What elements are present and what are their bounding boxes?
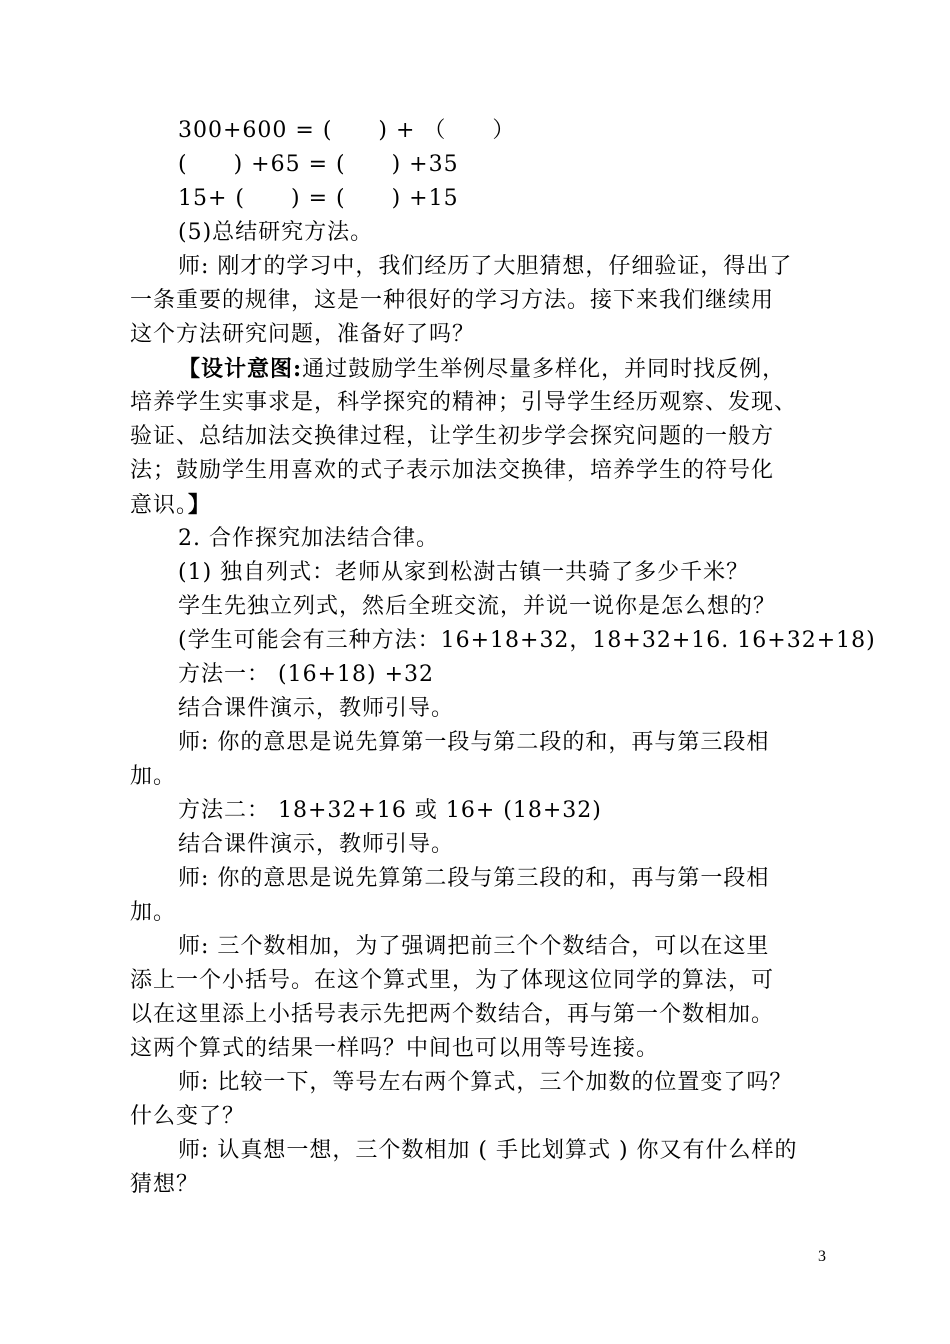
paragraph-line: 结合课件演示，教师引导。 — [178, 832, 455, 857]
design-intent-label: 【设计意图: — [178, 356, 303, 382]
design-intent-line: 法；鼓励学生用喜欢的式子表示加法交换律，培养学生的符号化 — [130, 458, 775, 483]
paragraph-line: 师: 三个数相加，为了强调把前三个个数结合，可以在这里 — [178, 934, 770, 959]
design-intent-text: 通过鼓励学生举例尽量多样化，并同时找反例， — [302, 357, 786, 382]
paragraph-line: 加。 — [130, 764, 177, 789]
design-intent-end-text: 意识。 — [130, 493, 189, 518]
paragraph-line: 结合课件演示，教师引导。 — [178, 696, 455, 721]
paragraph-line: 以在这里添上小括号表示先把两个数结合，再与第一个数相加。 — [130, 1002, 775, 1027]
paragraph-line: 师: 你的意思是说先算第一段与第二段的和，再与第三段相 — [178, 730, 770, 755]
design-intent-first-line — [130, 352, 830, 386]
design-intent-line: 培养学生实事求是，科学探究的精神；引导学生经历观察、发现、 — [130, 390, 798, 415]
paragraph-line: 加。 — [130, 900, 177, 925]
section-heading: 2. 合作探究加法结合律。 — [178, 526, 439, 551]
paragraph-line: 一条重要的规律，这是一种很好的学习方法。接下来我们继续用 — [130, 288, 775, 313]
equation-line: 15+ ( ) = ( ) +15 — [178, 186, 459, 211]
paragraph-line: 师: 刚才的学习中，我们经历了大胆猜想，仔细验证，得出了 — [178, 254, 793, 279]
design-intent-last-line — [130, 488, 830, 522]
paragraph-line: 师: 认真想一想，三个数相加 ( 手比划算式 ) 你又有什么样的 — [178, 1138, 798, 1163]
step-heading: (5)总结研究方法。 — [178, 220, 374, 245]
paragraph-line: (学生可能会有三种方法：16+18+32，18+32+16. 16+32+18) — [178, 628, 876, 653]
paragraph-line: 什么变了？ — [130, 1104, 246, 1129]
paragraph-line: 添上一个小括号。在这个算式里，为了体现这位同学的算法，可 — [130, 968, 775, 993]
equation-line: ( ) +65 = ( ) +35 — [178, 152, 459, 177]
method-line: 方法一： (16+18) +32 — [178, 662, 435, 687]
step-heading: (1) 独自列式：老师从家到松澍古镇一共骑了多少千米？ — [178, 560, 750, 585]
paragraph-line: 师: 比较一下，等号左右两个算式，三个加数的位置变了吗？ — [178, 1070, 793, 1095]
page-body — [130, 114, 876, 1202]
design-intent-line: 验证、总结加法交换律过程，让学生初步学会探究问题的一般方 — [130, 424, 775, 449]
paragraph-line: 学生先独立列式，然后全班交流，并说一说你是怎么想的？ — [178, 594, 777, 619]
paragraph-line: 这个方法研究问题，准备好了吗？ — [130, 322, 476, 347]
design-intent-close-bracket: 】 — [188, 492, 212, 518]
paragraph-line: 这两个算式的结果一样吗？中间也可以用等号连接。 — [130, 1036, 660, 1061]
method-line: 方法二： 18+32+16 或 16+ (18+32) — [178, 798, 602, 823]
paragraph-line: 猜想？ — [130, 1172, 200, 1197]
paragraph-line: 师: 你的意思是说先算第二段与第三段的和，再与第一段相 — [178, 866, 770, 891]
equation-line: 300+600 = ( ) + （ ） — [178, 118, 516, 143]
page-number: 3 — [818, 1248, 826, 1265]
